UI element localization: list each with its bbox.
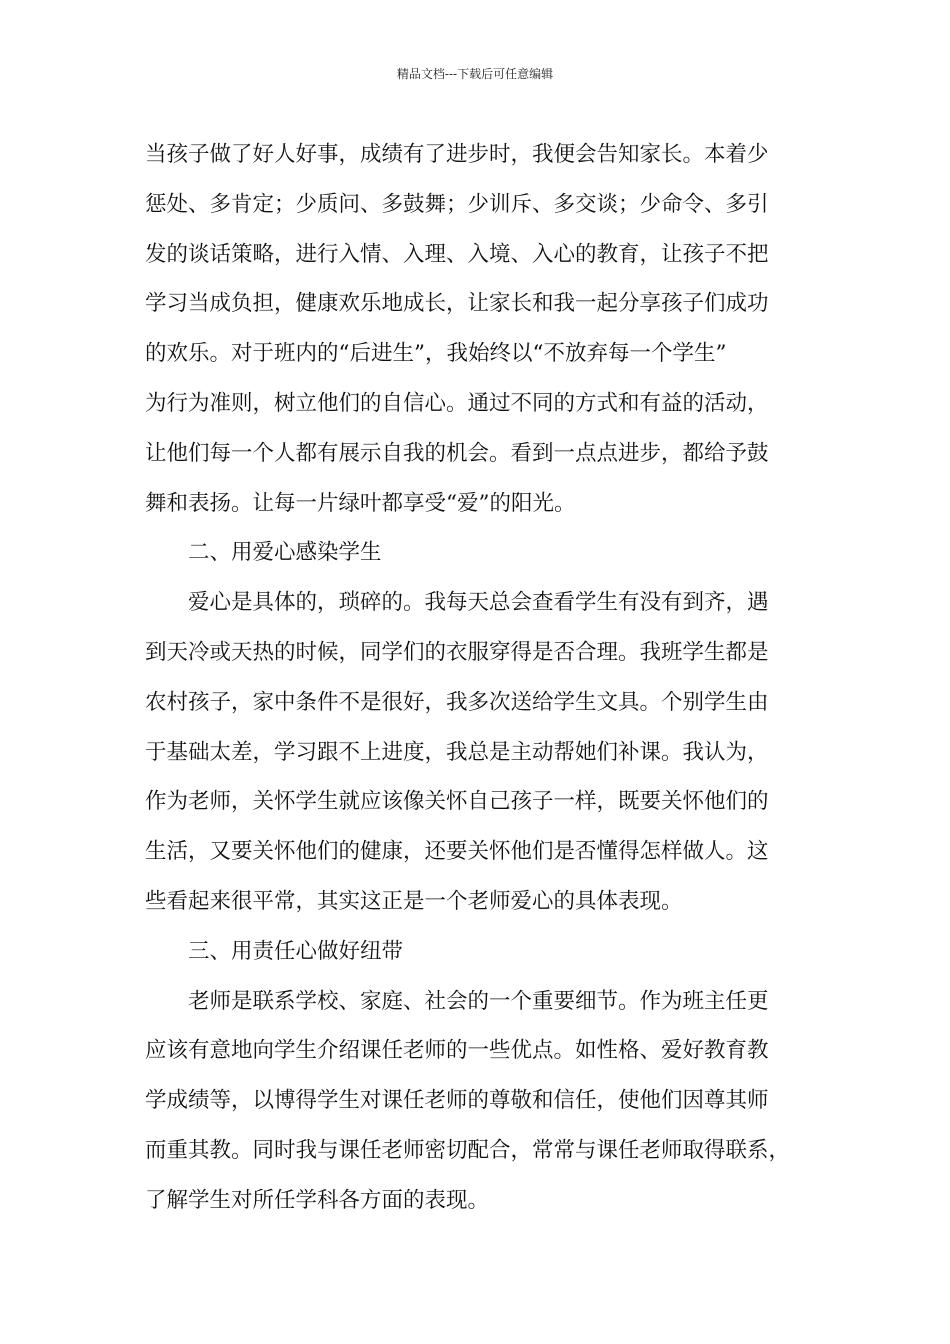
section-heading: 二、用爱心感染学生 <box>188 540 382 566</box>
text-line: 学习当成负担，健康欢乐地成长，让家长和我一起分享孩子们成功 <box>145 291 769 317</box>
text-line: 让他们每一个人都有展示自我的机会。看到一点点进步，都给予鼓 <box>145 440 769 466</box>
text-line: 当孩子做了好人好事，成绩有了进步时，我便会告知家长。本着少 <box>145 142 769 167</box>
text-line: 些看起来很平常，其实这正是一个老师爱心的具体表现。 <box>145 888 683 914</box>
text-line: 发的谈话策略，进行入情、入理、入境、入心的教育，让孩子不把 <box>145 241 769 267</box>
text-line: 于基础太差，学习跟不上进度，我总是主动帮她们补课。我认为， <box>145 739 769 765</box>
text-line: 而重其教。同时我与课任老师密切配合，常常与课任老师取得联系， <box>145 1137 791 1163</box>
text-line: 惩处、多肯定；少质问、多鼓舞；少训斥、多交谈；少命令、多引 <box>145 191 769 217</box>
text-line: 了解学生对所任学科各方面的表现。 <box>145 1187 490 1213</box>
text-line: 作为老师，关怀学生就应该像关怀自己孩子一样，既要关怀他们的 <box>145 789 769 815</box>
text-line: 生活，又要关怀他们的健康，还要关怀他们是否懂得怎样做人。这 <box>145 839 769 865</box>
page-header: 精品文档---下载后可任意编辑 <box>396 67 554 81</box>
text-line: 农村孩子，家中条件不是很好，我多次送给学生文具。个别学生由 <box>145 689 769 715</box>
document-body <box>145 130 825 1226</box>
section-heading: 三、用责任心做好纽带 <box>188 938 404 964</box>
text-line: 为行为准则，树立他们的自信心。通过不同的方式和有益的活动， <box>145 390 769 416</box>
text-line: 爱心是具体的，琐碎的。我每天总会查看学生有没有到齐，遇 <box>188 590 769 616</box>
text-line: 学成绩等，以博得学生对课任老师的尊敬和信任，使他们因尊其师 <box>145 1088 769 1114</box>
text-line: 的欢乐。对于班内的“后进生”，我始终以“不放弃每一个学生” <box>145 341 727 367</box>
text-line: 老师是联系学校、家庭、社会的一个重要细节。作为班主任更 <box>188 988 769 1014</box>
text-line: 应该有意地向学生介绍课任老师的一些优点。如性格、爱好教育教 <box>145 1038 769 1064</box>
text-line: 到天冷或天热的时候，同学们的衣服穿得是否合理。我班学生都是 <box>145 639 769 665</box>
text-line: 舞和表扬。让每一片绿叶都享受“爱”的阳光。 <box>145 490 576 516</box>
